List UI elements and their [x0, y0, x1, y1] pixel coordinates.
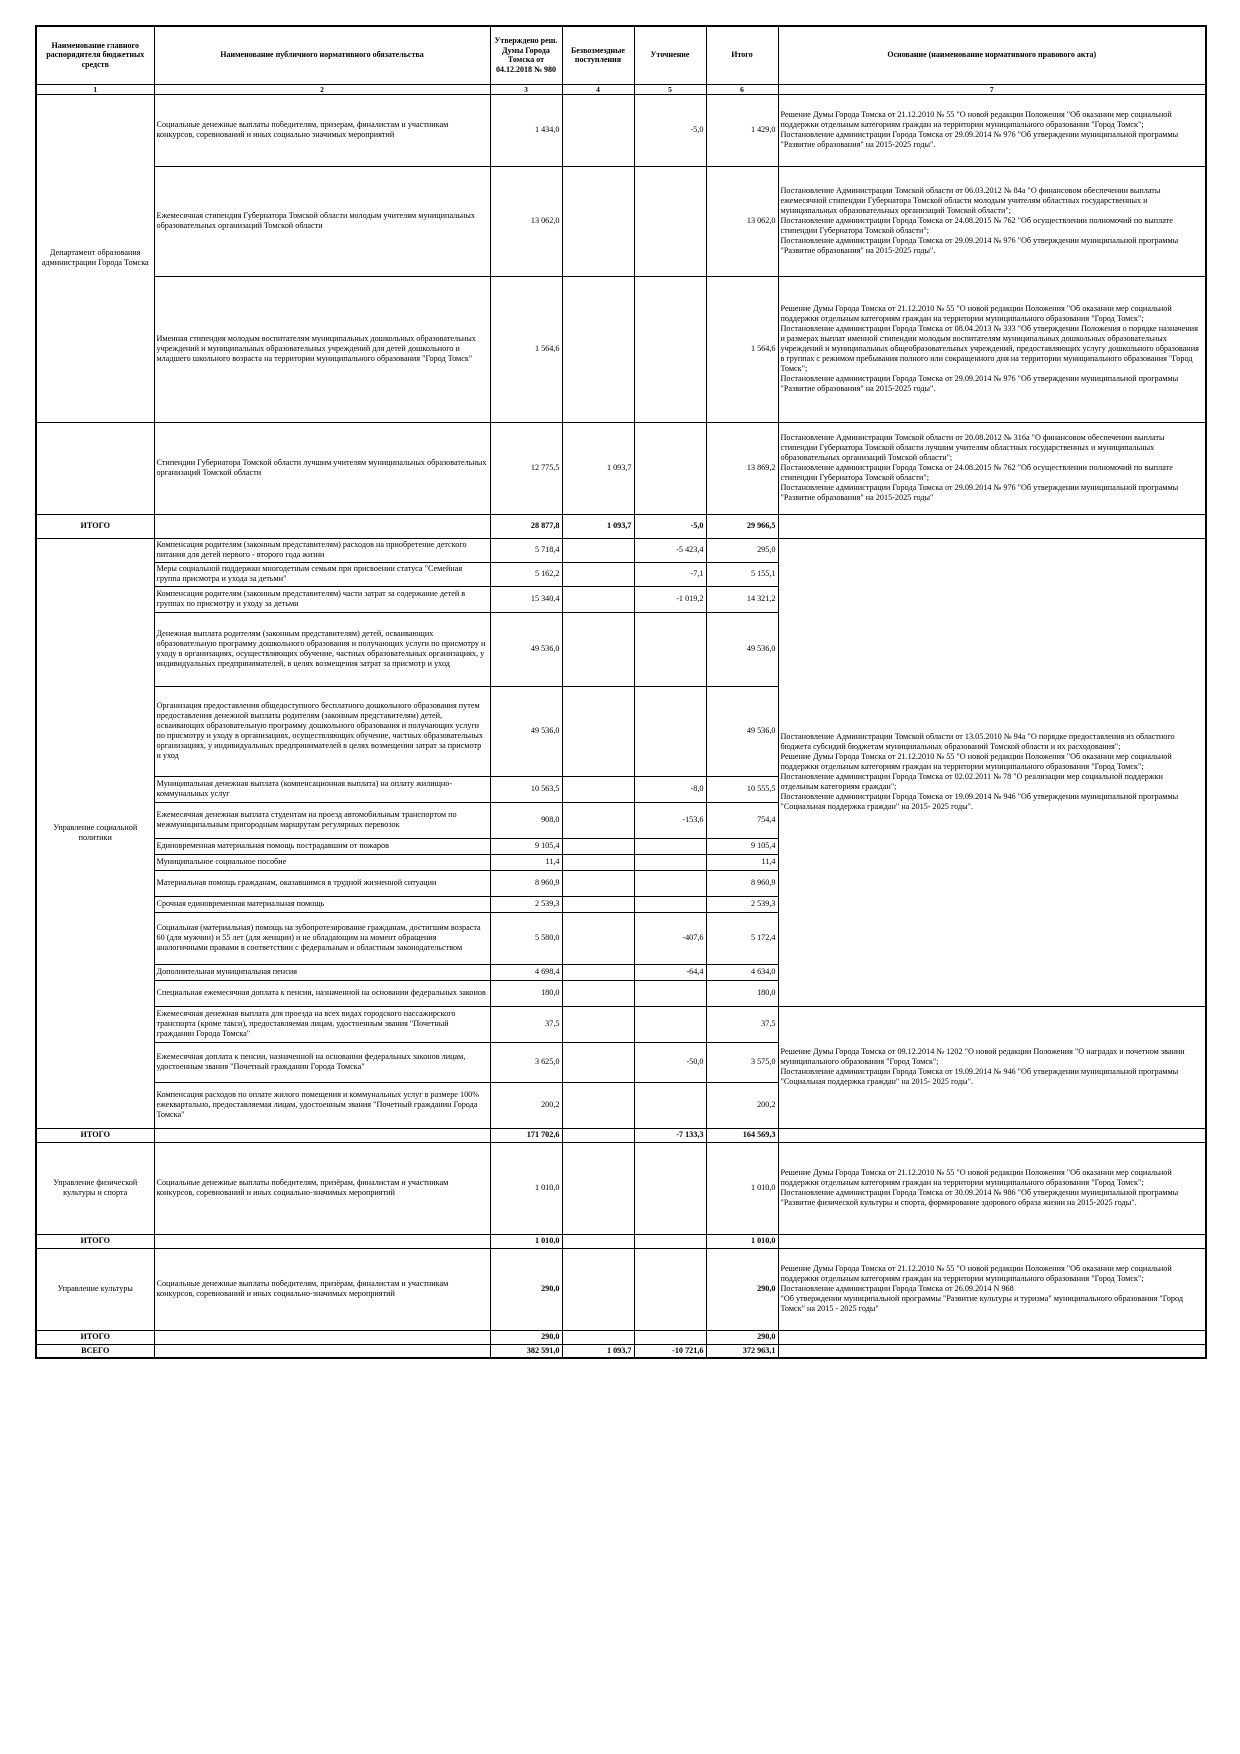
column-number: 5 — [634, 84, 706, 94]
total-value: 13 869,2 — [706, 422, 778, 514]
approved-value: 49 536,0 — [490, 686, 562, 776]
approved-value: 37,5 — [490, 1006, 562, 1042]
legal-basis: Постановление Администрации Томской области от 20.08.2012 № 316а "О финансовом обеспечении выплаты стипендии Губернатора Томской области лучшим учителям областных государственных и муниципальных образовательных организаций Томской области"; Постановление администрации Города Томска от 24.08.2015 № 762 "Об осуществлении полномочий по выплате стипендии Губернатора Томской области"; Постановление администрации Города Томска от 29.09.2014 № 976 "Об утверждении муниципальной программы "Развитие образования" на 2015-2025 годы" — [778, 422, 1206, 514]
gratuitous-value — [562, 166, 634, 276]
grand-total-row — [36, 1344, 1206, 1358]
subtotal-row — [36, 1330, 1206, 1344]
obligation-name: Дополнительная муниципальная пенсия — [154, 964, 490, 980]
approved-value: 28 877,8 — [490, 514, 562, 538]
approved-value: 2 539,3 — [490, 896, 562, 912]
gratuitous-value — [562, 94, 634, 166]
subtotal-row — [36, 1128, 1206, 1142]
obligation-name: Стипендии Губернатора Томской области лучшим учителям муниципальных образовательных организаций Томской области — [154, 422, 490, 514]
total-value: 1 429,0 — [706, 94, 778, 166]
adjust-value: -10 721,6 — [634, 1344, 706, 1358]
gratuitous-value — [562, 1330, 634, 1344]
empty-cell — [154, 1344, 490, 1358]
legal-basis: Постановление Администрации Томской области от 06.03.2012 № 84а "О финансовом обеспечении выплаты ежемесячной стипендии Губернатора Томской области молодым учителям областных государственных и муниципальных образовательных организаций Томской области"; Постановление администрации Города Томска от 24.08.2015 № 762 "Об осуществлении полномочий по выплате стипендии Губернатора Томской области"; Постановление администрации Города Томска от 29.09.2014 № 976 "Об утверждении муниципальной программы "Развитие образования" на 2015-2025 годы". — [778, 166, 1206, 276]
adjust-value — [634, 980, 706, 1006]
total-value: 1 010,0 — [706, 1142, 778, 1234]
obligation-name: Социальные денежные выплаты победителям, призерам, финалистам и участникам конкурсов, соревнований и иных социально значимых мероприятий — [154, 94, 490, 166]
header-col6: Итого — [706, 26, 778, 84]
total-value: 295,0 — [706, 538, 778, 562]
column-number: 3 — [490, 84, 562, 94]
approved-value: 15 340,4 — [490, 586, 562, 612]
total-value: 2 539,3 — [706, 896, 778, 912]
total-value: 11,4 — [706, 854, 778, 870]
obligation-name: Организация предоставления общедоступного бесплатного дошкольного образования путем предоставления денежной выплаты родителям (законным представителям) детей, осваивающих образовательную программу дошкольного образования и получающих услуги по присмотру и уходу в организациях, осуществляющих обучение, частных образовательных организациях, у индивидуальных предпринимателей в целях возмещения затрат за присмотр и уход — [154, 686, 490, 776]
table-row — [36, 1006, 1206, 1042]
total-value: 10 555,5 — [706, 776, 778, 802]
column-number: 7 — [778, 84, 1206, 94]
adjust-value — [634, 612, 706, 686]
subtotal-label: ИТОГО — [36, 514, 154, 538]
column-number: 6 — [706, 84, 778, 94]
empty-cell — [778, 1234, 1206, 1248]
header-col2: Наименование публичного нормативного обязательства — [154, 26, 490, 84]
gratuitous-value — [562, 870, 634, 896]
gratuitous-value — [562, 612, 634, 686]
approved-value: 290,0 — [490, 1248, 562, 1330]
gratuitous-value — [562, 838, 634, 854]
adjust-value — [634, 276, 706, 422]
empty-cell — [154, 514, 490, 538]
gratuitous-value — [562, 1142, 634, 1234]
legal-basis: Решение Думы Города Томска от 21.12.2010 № 55 "О новой редакции Положения "Об оказании мер социальной поддержки отдельным категориям граждан на территории муниципального образования "Город Томск"; Постановление администрации Города Томска от 30.09.2014 № 986 "Об утверждении муниципальной программы "Развитие физической культуры и спорта, формирование здорового образа жизни на 2015-2025 годы". — [778, 1142, 1206, 1234]
obligation-name: Специальная ежемесячная доплата к пенсии, назначенной на основании федеральных законов — [154, 980, 490, 1006]
adjust-value — [634, 686, 706, 776]
subtotal-row — [36, 1234, 1206, 1248]
approved-value: 49 536,0 — [490, 612, 562, 686]
approved-value: 5 718,4 — [490, 538, 562, 562]
header-col3: Утверждено реш. Думы Города Томска от 04.12.2018 № 980 — [490, 26, 562, 84]
total-value: 8 960,9 — [706, 870, 778, 896]
legal-basis: Решение Думы Города Томска от 09.12.2014 № 1202 "О новой редакции Положения "О наградах и почетном звании муниципального образования "Город Томск"; Постановление администрации Города Томска от 19.09.2014 № 946 "Об утверждении муниципальной программы "Социальная поддержка граждан" на 2015- 2025 годы". — [778, 1006, 1206, 1128]
obligation-name: Социальные денежные выплаты победителям, призёрам, финалистам и участникам конкурсов, соревнований и иных социально-значимых мероприятий — [154, 1248, 490, 1330]
obligation-name: Муниципальное социальное пособие — [154, 854, 490, 870]
approved-value: 1 010,0 — [490, 1142, 562, 1234]
column-number: 2 — [154, 84, 490, 94]
column-number: 1 — [36, 84, 154, 94]
total-value: 9 105,4 — [706, 838, 778, 854]
total-value: 754,4 — [706, 802, 778, 838]
adjust-value: -7 133,3 — [634, 1128, 706, 1142]
subtotal-label: ИТОГО — [36, 1128, 154, 1142]
approved-value: 10 563,5 — [490, 776, 562, 802]
department-name: Департамент образования администрации Города Томска — [36, 94, 154, 422]
approved-value: 1 010,0 — [490, 1234, 562, 1248]
total-value: 5 155,1 — [706, 562, 778, 586]
gratuitous-value: 1 093,7 — [562, 422, 634, 514]
adjust-value — [634, 854, 706, 870]
approved-value: 200,2 — [490, 1082, 562, 1128]
approved-value: 290,0 — [490, 1330, 562, 1344]
legal-basis: Решение Думы Города Томска от 21.12.2010 № 55 "О новой редакции Положения "Об оказании мер социальной поддержки отдельным категориям граждан на территории муниципального образования "Город Томск"; Постановление администрации Города Томска от 08.04.2013 № 333 "Об утверждении Положения о порядке назначения и размерах выплат именной стипендии молодым воспитателям муниципальных дошкольных образовательных учреждений и муниципальных общеобразовательных учреждений, предоставляющих услугу дошкольного образования в группах с режимом пребывания полного или сокращенного дня на территории муниципального образования "Город Томск"; Постановление администрации Города Томска от 29.09.2014 № 976 "Об утверждении муниципальной программы "Развитие образования" на 2015-2025 годы". — [778, 276, 1206, 422]
adjust-value: -153,6 — [634, 802, 706, 838]
empty-cell — [778, 1128, 1206, 1142]
obligation-name: Единовременная материальная помощь пострадавшим от пожаров — [154, 838, 490, 854]
total-value: 3 575,0 — [706, 1042, 778, 1082]
total-value: 1 564,6 — [706, 276, 778, 422]
obligation-name: Меры социальной поддержки многодетным семьям при присвоении статуса "Семейная группа присмотра и ухода за детьми" — [154, 562, 490, 586]
approved-value: 1 434,0 — [490, 94, 562, 166]
adjust-value — [634, 1142, 706, 1234]
legal-basis: Постановление Администрации Томской области от 13.05.2010 № 94а "О порядке предоставления из областного бюджета субсидий бюджетам муниципальных образований Томской области и их расходования"; Решение Думы Города Томска от 21.12.2010 № 55 "О новой редакции Положения "Об оказании мер социальной поддержки отдельным категориям граждан на территории муниципального образования "Город Томск"; Постановление администрации Города Томска от 02.02.2011 № 78 "О реализации мер социальной поддержки отдельным категориям граждан"; Постановление администрации Города Томска от 19.09.2014 № 946 "Об утверждении муниципальной программы "Социальная поддержка граждан" на 2015- 2025 годы". — [778, 538, 1206, 1006]
table-row — [36, 94, 1206, 166]
obligation-name: Ежемесячная доплата к пенсии, назначенной на основании федеральных законов лицам, удостоенным звания "Почетный гражданин Города Томска" — [154, 1042, 490, 1082]
approved-value: 4 698,4 — [490, 964, 562, 980]
obligation-name: Социальная (материальная) помощь на зубопротезирование гражданам, достигшим возраста 60 (для мужчин) и 55 лет (для женщин) и не обладающим на момент обращения аналогичными правами в соответствии с федеральным и областным законодательством — [154, 912, 490, 964]
header-row — [36, 26, 1206, 84]
legal-basis: Решение Думы Города Томска от 21.12.2010 № 55 "О новой редакции Положения "Об оказании мер социальной поддержки отдельным категориям граждан на территории муниципального образования "Город Томск"; Постановление администрации Города Томска от 29.09.2014 № 976 "Об утверждении муниципальной программы "Развитие образования" на 2015-2025 годы". — [778, 94, 1206, 166]
total-value: 164 569,3 — [706, 1128, 778, 1142]
approved-value: 382 591,0 — [490, 1344, 562, 1358]
adjust-value — [634, 1082, 706, 1128]
total-value: 14 321,2 — [706, 586, 778, 612]
obligation-name: Муниципальная денежная выплата (компенсационная выплата) на оплату жилищно-коммунальных услуг — [154, 776, 490, 802]
obligation-name: Социальные денежные выплаты победителям, призёрам, финалистам и участникам конкурсов, соревнований и иных социально-значимых мероприятий — [154, 1142, 490, 1234]
gratuitous-value — [562, 276, 634, 422]
adjust-value — [634, 1234, 706, 1248]
empty-cell — [154, 1128, 490, 1142]
adjust-value — [634, 166, 706, 276]
gratuitous-value — [562, 964, 634, 980]
gratuitous-value — [562, 1234, 634, 1248]
table-row — [36, 422, 1206, 514]
approved-value: 908,0 — [490, 802, 562, 838]
adjust-value — [634, 838, 706, 854]
empty-cell — [778, 1330, 1206, 1344]
obligation-name: Компенсация расходов по оплате жилого помещения и коммунальных услуг в размере 100% ежеквартально, предоставляемая лицам, удостоенным звания "Почетный гражданин Города Томска" — [154, 1082, 490, 1128]
gratuitous-value: 1 093,7 — [562, 514, 634, 538]
total-value: 200,2 — [706, 1082, 778, 1128]
approved-value: 12 775,5 — [490, 422, 562, 514]
subtotal-row — [36, 514, 1206, 538]
adjust-value: -5,0 — [634, 514, 706, 538]
adjust-value: -50,0 — [634, 1042, 706, 1082]
adjust-value: -1 019,2 — [634, 586, 706, 612]
subtotal-label: ИТОГО — [36, 1234, 154, 1248]
obligation-name: Ежемесячная денежная выплата для проезда на всех видах городского пассажирского транспорта (кроме такси), предоставляемая лицам, удостоенным звания "Почетный гражданин Города Томска" — [154, 1006, 490, 1042]
approved-value: 1 564,6 — [490, 276, 562, 422]
approved-value: 171 702,6 — [490, 1128, 562, 1142]
adjust-value: -5,0 — [634, 94, 706, 166]
column-number: 4 — [562, 84, 634, 94]
subtotal-label: ИТОГО — [36, 1330, 154, 1344]
adjust-value — [634, 870, 706, 896]
total-value: 4 634,0 — [706, 964, 778, 980]
approved-value: 5 162,2 — [490, 562, 562, 586]
table-row — [36, 276, 1206, 422]
document-page — [35, 25, 1205, 1359]
obligation-name: Компенсация родителям (законным представителям) расходов на приобретение детского питания для детей первого - второго года жизни — [154, 538, 490, 562]
empty-cell — [778, 514, 1206, 538]
total-value: 37,5 — [706, 1006, 778, 1042]
obligations-table — [35, 25, 1207, 1359]
gratuitous-value — [562, 538, 634, 562]
total-value: 180,0 — [706, 980, 778, 1006]
adjust-value — [634, 896, 706, 912]
adjust-value: -64,4 — [634, 964, 706, 980]
adjust-value — [634, 422, 706, 514]
adjust-value — [634, 1330, 706, 1344]
table-row — [36, 1248, 1206, 1330]
total-value: 372 963,1 — [706, 1344, 778, 1358]
obligation-name: Срочная единовременная материальная помощь — [154, 896, 490, 912]
gratuitous-value — [562, 586, 634, 612]
department-name: Управление культуры — [36, 1248, 154, 1330]
adjust-value: -407,6 — [634, 912, 706, 964]
header-col7: Основание (наименование нормативного правового акта) — [778, 26, 1206, 84]
obligation-name: Именная стипендия молодым воспитателям муниципальных дошкольных образовательных учреждений и муниципальных образовательных учреждений для детей дошкольного и младшего школьного возраста на территории муниципального образования "Город Томск" — [154, 276, 490, 422]
obligation-name: Денежная выплата родителям (законным представителям) детей, осваивающих образовательную программу дошкольного образования и получающих услуги по присмотру и уходу в организациях, осуществляющих обучение, частных образовательных организациях, у индивидуальных предпринимателей, в целях возмещения затрат за присмотр и уход — [154, 612, 490, 686]
gratuitous-value — [562, 1248, 634, 1330]
gratuitous-value — [562, 896, 634, 912]
grand-total-label: ВСЕГО — [36, 1344, 154, 1358]
department-name: Управление физической культуры и спорта — [36, 1142, 154, 1234]
table-row — [36, 538, 1206, 562]
table-row — [36, 166, 1206, 276]
total-value: 13 062,0 — [706, 166, 778, 276]
header-col5: Уточнение — [634, 26, 706, 84]
gratuitous-value — [562, 802, 634, 838]
total-value: 290,0 — [706, 1248, 778, 1330]
adjust-value: -5 423,4 — [634, 538, 706, 562]
gratuitous-value — [562, 562, 634, 586]
gratuitous-value — [562, 686, 634, 776]
legal-basis: Решение Думы Города Томска от 21.12.2010 № 55 "О новой редакции Положения "Об оказании мер социальной поддержки отдельным категориям граждан на территории муниципального образования "Город Томск"; Постановление администрации Города Томска от 26.09.2014 N 968 "Об утверждении муниципальной программы "Развитие культуры и туризма" муниципального образования "Город Томск" на 2015 - 2025 годы" — [778, 1248, 1206, 1330]
empty-cell — [778, 1344, 1206, 1358]
total-value: 290,0 — [706, 1330, 778, 1344]
adjust-value — [634, 1248, 706, 1330]
total-value: 49 536,0 — [706, 686, 778, 776]
total-value: 1 010,0 — [706, 1234, 778, 1248]
approved-value: 180,0 — [490, 980, 562, 1006]
gratuitous-value — [562, 854, 634, 870]
approved-value: 3 625,0 — [490, 1042, 562, 1082]
department-name: Управление социальной политики — [36, 538, 154, 1128]
total-value: 49 536,0 — [706, 612, 778, 686]
gratuitous-value — [562, 1006, 634, 1042]
empty-cell — [36, 422, 154, 514]
adjust-value — [634, 1006, 706, 1042]
obligation-name: Материальная помощь гражданам, оказавшимся в трудной жизненной ситуации — [154, 870, 490, 896]
empty-cell — [154, 1234, 490, 1248]
gratuitous-value: 1 093,7 — [562, 1344, 634, 1358]
gratuitous-value — [562, 980, 634, 1006]
gratuitous-value — [562, 776, 634, 802]
obligation-name: Ежемесячная стипендия Губернатора Томской области молодым учителям муниципальных образовательных организаций Томской области — [154, 166, 490, 276]
approved-value: 11,4 — [490, 854, 562, 870]
header-col4: Безвозмездные поступления — [562, 26, 634, 84]
approved-value: 9 105,4 — [490, 838, 562, 854]
column-number-row — [36, 84, 1206, 94]
approved-value: 8 960,9 — [490, 870, 562, 896]
header-col1: Наименование главного распорядителя бюджетных средств — [36, 26, 154, 84]
gratuitous-value — [562, 1128, 634, 1142]
empty-cell — [154, 1330, 490, 1344]
gratuitous-value — [562, 1042, 634, 1082]
approved-value: 5 580,0 — [490, 912, 562, 964]
adjust-value: -8,0 — [634, 776, 706, 802]
approved-value: 13 062,0 — [490, 166, 562, 276]
obligation-name: Компенсация родителям (законным представителям) части затрат за содержание детей в группах по присмотру и уходу за детьми — [154, 586, 490, 612]
adjust-value: -7,1 — [634, 562, 706, 586]
total-value: 5 172,4 — [706, 912, 778, 964]
table-row — [36, 1142, 1206, 1234]
gratuitous-value — [562, 1082, 634, 1128]
gratuitous-value — [562, 912, 634, 964]
obligation-name: Ежемесячная денежная выплата студентам на проезд автомобильным транспортом по межмуниципальным пригородным маршрутам регулярных перевозок — [154, 802, 490, 838]
total-value: 29 966,5 — [706, 514, 778, 538]
